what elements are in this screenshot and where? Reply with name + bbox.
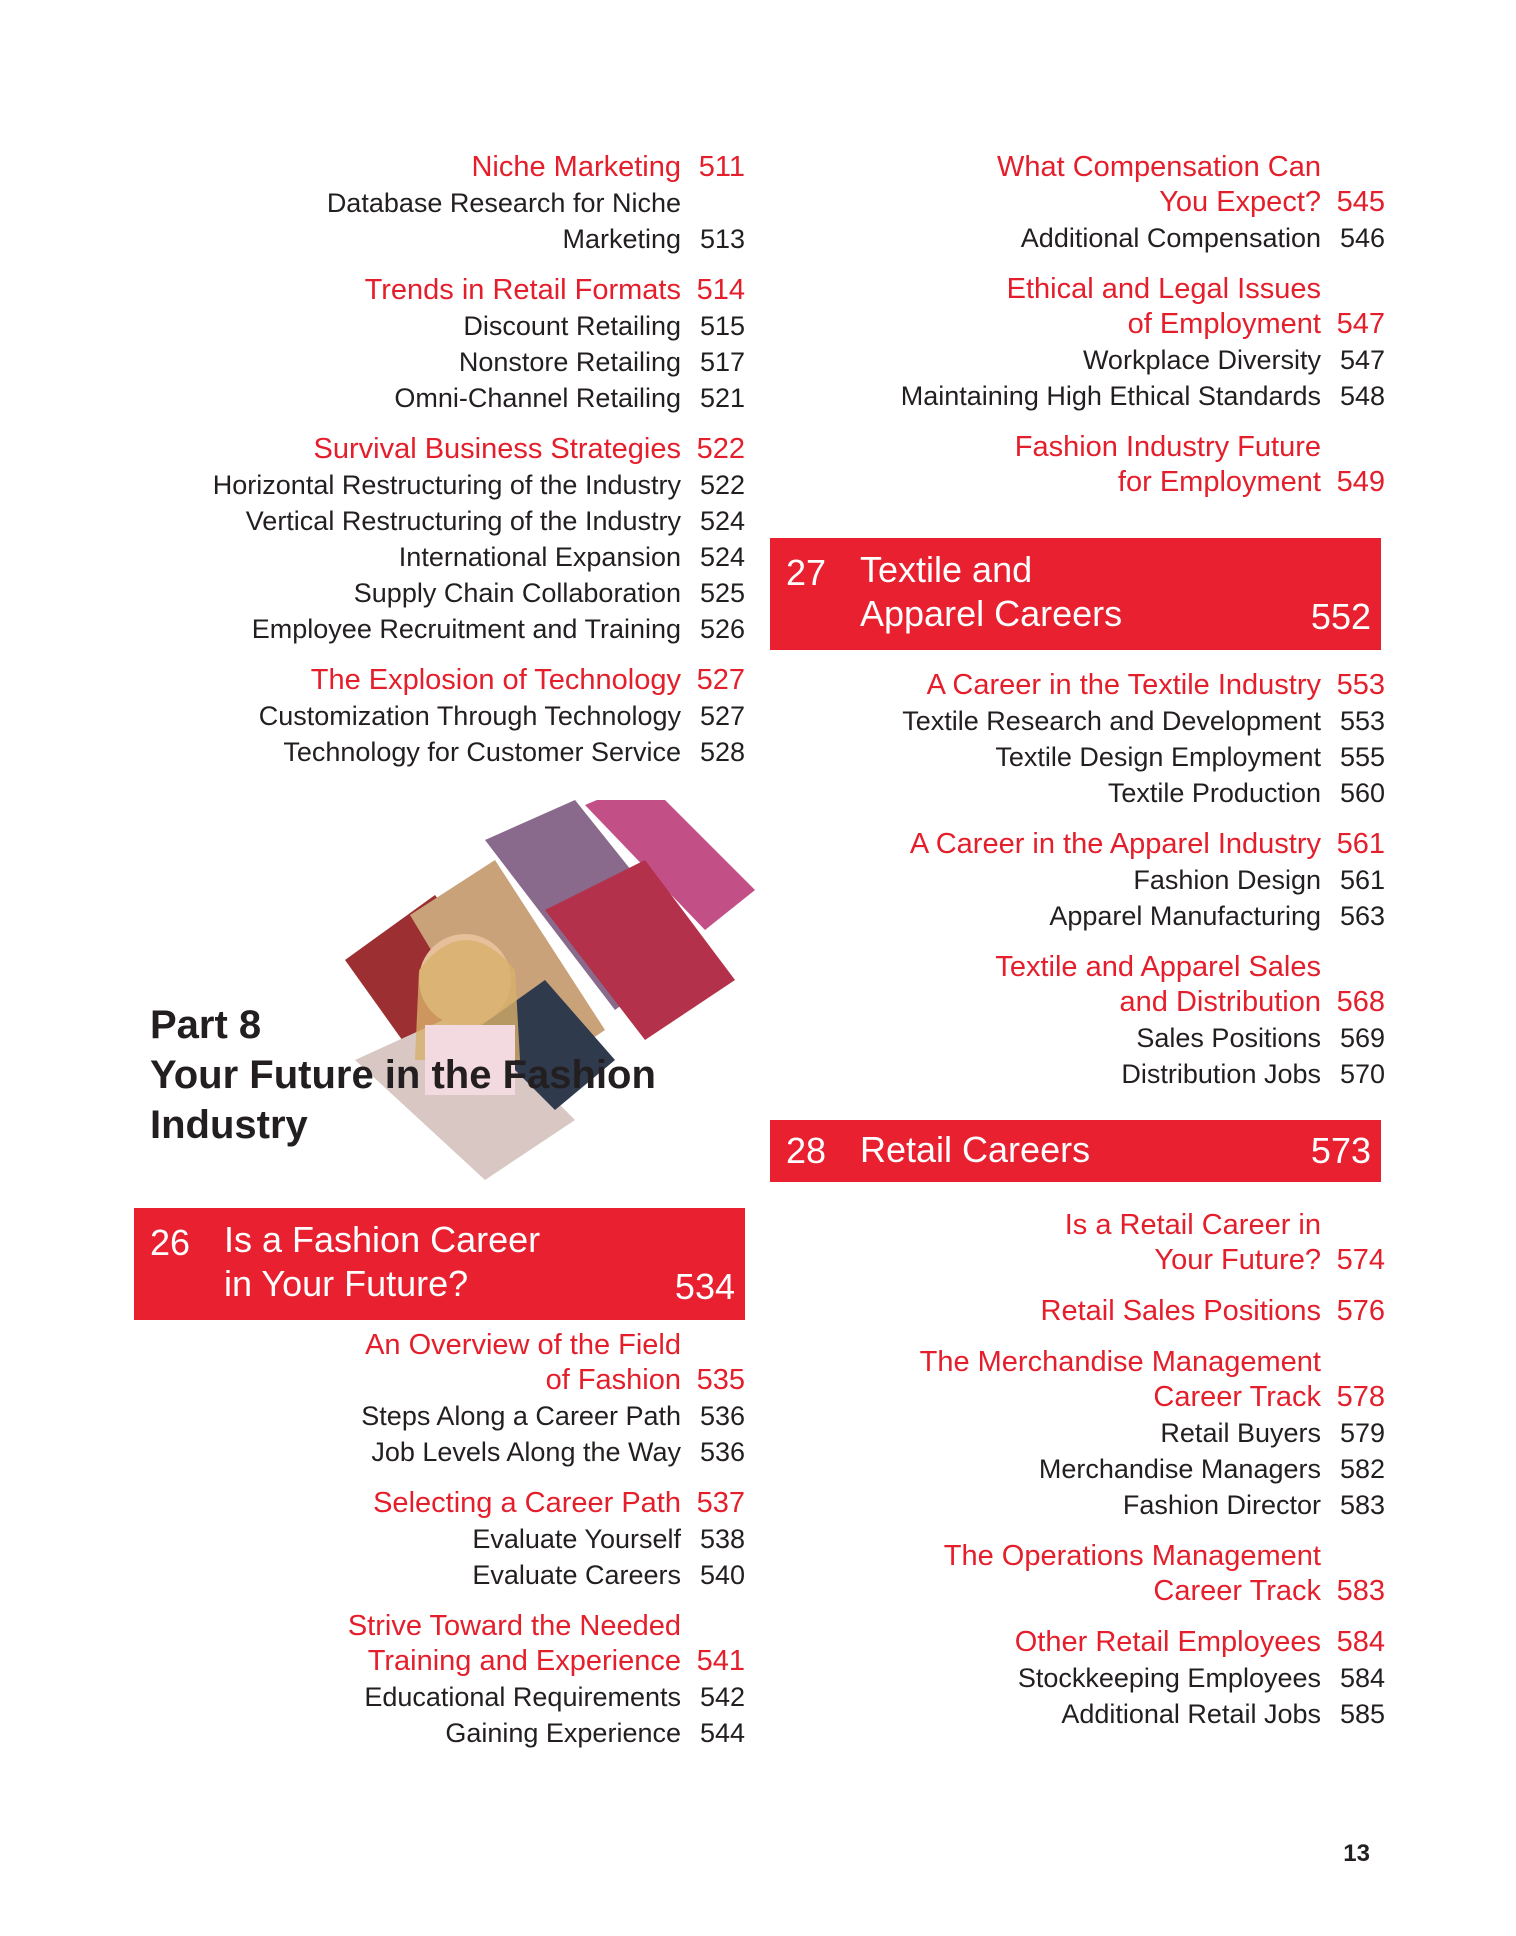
toc-entry-page: 547 (1339, 345, 1385, 375)
toc-subentry (140, 503, 745, 539)
toc-subentry (140, 611, 745, 647)
toc-subentry (780, 342, 1385, 378)
toc-entry-page: 521 (699, 383, 745, 413)
toc-left-bottom (140, 1328, 745, 1751)
toc-entry-title: Textile Production (1107, 778, 1321, 808)
toc-subentry (780, 898, 1385, 934)
toc-entry-page: 526 (699, 614, 745, 644)
toc-subentry (780, 220, 1385, 256)
toc-section-heading (140, 1486, 745, 1521)
toc-entry-title: Supply Chain Collaboration (353, 578, 681, 608)
toc-entry-title: Evaluate Careers (472, 1560, 681, 1590)
toc-entry-title: Omni-Channel Retailing (394, 383, 681, 413)
toc-entry-title: Selecting a Career Path (373, 1487, 681, 1519)
toc-entry-page: 528 (699, 737, 745, 767)
toc-entry-page: 547 (1336, 308, 1385, 340)
part-heading (150, 1000, 770, 1150)
toc-subentry (780, 739, 1385, 775)
toc-entry-title: Technology for Customer Service (283, 737, 681, 767)
toc-entry-title: Trends in Retail Formats (364, 274, 681, 306)
toc-entry-page: 582 (1339, 1454, 1385, 1484)
toc-section-heading (780, 1539, 1385, 1574)
toc-entry-title: Textile Design Employment (995, 742, 1321, 772)
chapter-title-line1: Textile and (860, 549, 1033, 590)
chapter-26-band (134, 1208, 745, 1320)
toc-subentry (140, 1521, 745, 1557)
toc-subentry (140, 380, 745, 416)
toc-entry-title: Career Track (1153, 1575, 1321, 1607)
toc-section-heading (140, 663, 745, 698)
toc-entry-title: Training and Experience (367, 1645, 681, 1677)
toc-entry-page: 553 (1336, 669, 1385, 701)
toc-entry-title: Fashion Industry Future (1014, 431, 1321, 463)
toc-section-heading (780, 1574, 1385, 1609)
toc-section-heading (780, 827, 1385, 862)
toc-entry-title: Fashion Design (1133, 865, 1321, 895)
toc-section-heading (780, 465, 1385, 500)
toc-section-heading (780, 430, 1385, 465)
toc-entry-title: and Distribution (1119, 986, 1321, 1018)
toc-subentry (780, 1660, 1385, 1696)
toc-subentry (140, 1434, 745, 1470)
toc-entry-title: Your Future? (1154, 1244, 1321, 1276)
toc-entry-title: Discount Retailing (463, 311, 681, 341)
toc-section-heading (780, 1294, 1385, 1329)
toc-entry-title: Horizontal Restructuring of the Industry (212, 470, 681, 500)
toc-subentry (140, 1715, 745, 1751)
chapter-number: 26 (150, 1222, 191, 1263)
toc-entry-title: Marketing (562, 224, 681, 254)
toc-entry-title: International Expansion (398, 542, 681, 572)
toc-right-bottom (780, 1208, 1385, 1732)
toc-entry-page: 517 (699, 347, 745, 377)
toc-subentry (780, 378, 1385, 414)
toc-entry-page: 560 (1339, 778, 1385, 808)
toc-entry-title: A Career in the Apparel Industry (909, 828, 1321, 860)
toc-entry-page: 545 (1336, 186, 1385, 218)
toc-entry-page: 536 (699, 1401, 745, 1431)
toc-subentry (780, 775, 1385, 811)
toc-entry-page: 584 (1336, 1626, 1385, 1658)
toc-entry-title: Retail Sales Positions (1040, 1295, 1321, 1327)
toc-section-heading (140, 1644, 745, 1679)
toc-subentry (140, 698, 745, 734)
toc-entry-page: 561 (1339, 865, 1385, 895)
toc-entry-page: 584 (1339, 1663, 1385, 1693)
toc-subentry (780, 1451, 1385, 1487)
toc-entry-title: Nonstore Retailing (458, 347, 681, 377)
toc-entry-page: 515 (699, 311, 745, 341)
toc-subentry (140, 734, 745, 770)
toc-entry-title: Retail Buyers (1160, 1418, 1321, 1448)
toc-section-heading (780, 668, 1385, 703)
toc-entry-page: 541 (696, 1645, 745, 1677)
toc-entry-title: The Operations Management (943, 1540, 1321, 1572)
toc-entry-title: Gaining Experience (445, 1718, 681, 1748)
toc-left-top (140, 150, 745, 770)
toc-entry-page: 524 (699, 542, 745, 572)
toc-subentry (780, 1487, 1385, 1523)
toc-entry-page: 579 (1339, 1418, 1385, 1448)
toc-entry-page: 525 (699, 578, 745, 608)
toc-entry-page: 514 (696, 274, 745, 306)
toc-entry-title: An Overview of the Field (365, 1329, 681, 1361)
toc-right-top (780, 150, 1385, 500)
part-title-line2: Industry (150, 1103, 308, 1147)
toc-entry-page: 574 (1336, 1244, 1385, 1276)
toc-entry-page: 537 (696, 1487, 745, 1519)
toc-entry-title: Workplace Diversity (1082, 345, 1321, 375)
toc-section-heading (780, 307, 1385, 342)
toc-subentry (140, 344, 745, 380)
toc-entry-title: Textile Research and Development (902, 706, 1321, 736)
toc-entry-page: 553 (1339, 706, 1385, 736)
toc-section-heading (780, 950, 1385, 985)
toc-section-heading (140, 150, 745, 185)
toc-entry-title: Vertical Restructuring of the Industry (245, 506, 681, 536)
toc-entry-page: 513 (699, 224, 745, 254)
toc-entry-title: Sales Positions (1136, 1023, 1321, 1053)
toc-section-heading (780, 1380, 1385, 1415)
toc-entry-page: 583 (1336, 1575, 1385, 1607)
toc-entry-page: 555 (1339, 742, 1385, 772)
toc-entry-title: of Fashion (545, 1364, 681, 1396)
toc-section-heading (780, 1208, 1385, 1243)
toc-section-heading (780, 1625, 1385, 1660)
toc-entry-page: 544 (699, 1718, 745, 1748)
toc-entry-title: Evaluate Yourself (472, 1524, 681, 1554)
toc-entry-title: Additional Compensation (1020, 223, 1321, 253)
toc-subentry (140, 1398, 745, 1434)
chapter-27-band (770, 538, 1381, 650)
chapter-page: 552 (1310, 596, 1371, 637)
chapter-title-line2: Apparel Careers (860, 593, 1123, 634)
toc-entry-title: Employee Recruitment and Training (251, 614, 681, 644)
toc-subentry (140, 575, 745, 611)
toc-entry-title: Database Research for Niche (326, 188, 681, 218)
toc-entry-title: Fashion Director (1122, 1490, 1321, 1520)
toc-entry-title: Customization Through Technology (258, 701, 681, 731)
toc-entry-page: 578 (1336, 1381, 1385, 1413)
toc-entry-title: Textile and Apparel Sales (995, 951, 1321, 983)
toc-subentry (780, 1056, 1385, 1092)
toc-entry-title: Maintaining High Ethical Standards (900, 381, 1321, 411)
toc-subentry (780, 1415, 1385, 1451)
toc-entry-title: Other Retail Employees (1014, 1626, 1321, 1658)
toc-entry-page: 538 (699, 1524, 745, 1554)
toc-right-middle (780, 668, 1385, 1092)
toc-entry-title: Ethical and Legal Issues (1006, 273, 1321, 305)
toc-entry-page: 527 (699, 701, 745, 731)
toc-entry-page: 522 (699, 470, 745, 500)
chapter-page: 573 (1310, 1130, 1371, 1171)
toc-subentry (140, 221, 745, 257)
toc-entry-page: 546 (1339, 223, 1385, 253)
chapter-28-band (770, 1120, 1381, 1182)
chapter-number: 27 (786, 552, 827, 593)
toc-entry-title: Is a Retail Career in (1064, 1209, 1321, 1241)
toc-section-heading (780, 185, 1385, 220)
toc-entry-title: You Expect? (1159, 186, 1321, 218)
toc-entry-page: 583 (1339, 1490, 1385, 1520)
toc-subentry (780, 703, 1385, 739)
toc-subentry (140, 1557, 745, 1593)
toc-entry-page: 536 (699, 1437, 745, 1467)
toc-entry-page: 524 (699, 506, 745, 536)
toc-entry-title: The Merchandise Management (919, 1346, 1321, 1378)
toc-entry-title: A Career in the Textile Industry (926, 669, 1321, 701)
toc-entry-page: 570 (1339, 1059, 1385, 1089)
toc-entry-title: Apparel Manufacturing (1049, 901, 1321, 931)
toc-entry-page: 585 (1339, 1699, 1385, 1729)
toc-section-heading (780, 1243, 1385, 1278)
page-number: 13 (1343, 1840, 1370, 1867)
toc-entry-title: Job Levels Along the Way (371, 1437, 681, 1467)
toc-entry-title: Additional Retail Jobs (1061, 1699, 1321, 1729)
toc-entry-title: Steps Along a Career Path (361, 1401, 681, 1431)
toc-entry-title: Strive Toward the Needed (347, 1610, 681, 1642)
toc-subentry (140, 308, 745, 344)
part-title-line1: Your Future in the Fashion (150, 1053, 656, 1097)
toc-entry-page: 568 (1336, 986, 1385, 1018)
toc-entry-title: of Employment (1127, 308, 1321, 340)
toc-entry-page: 511 (698, 151, 745, 183)
toc-entry-title: Merchandise Managers (1038, 1454, 1321, 1484)
toc-entry-page: 549 (1336, 466, 1385, 498)
toc-section-heading (140, 1328, 745, 1363)
toc-section-heading (140, 1363, 745, 1398)
toc-entry-title: Distribution Jobs (1121, 1059, 1321, 1089)
toc-subentry (780, 862, 1385, 898)
toc-section-heading (780, 1345, 1385, 1380)
toc-entry-page: 561 (1336, 828, 1385, 860)
toc-entry-page: 540 (699, 1560, 745, 1590)
toc-entry-page: 576 (1336, 1295, 1385, 1327)
toc-entry-title: What Compensation Can (997, 151, 1321, 183)
toc-subentry (140, 185, 745, 221)
toc-entry-title: The Explosion of Technology (310, 664, 681, 696)
part-label: Part 8 (150, 1003, 262, 1047)
toc-section-heading (140, 273, 745, 308)
toc-entry-page: 527 (696, 664, 745, 696)
toc-entry-page: 542 (699, 1682, 745, 1712)
toc-entry-page: 548 (1339, 381, 1385, 411)
toc-entry-title: Educational Requirements (364, 1682, 681, 1712)
toc-subentry (140, 1679, 745, 1715)
toc-section-heading (780, 985, 1385, 1020)
toc-section-heading (140, 1609, 745, 1644)
toc-entry-page: 535 (696, 1364, 745, 1396)
toc-entry-title: Survival Business Strategies (313, 433, 681, 465)
toc-entry-title: Stockkeeping Employees (1017, 1663, 1321, 1693)
toc-entry-title: Career Track (1153, 1381, 1321, 1413)
chapter-number: 28 (786, 1130, 827, 1171)
chapter-title-line1: Is a Fashion Career (224, 1219, 541, 1260)
toc-entry-title: for Employment (1117, 466, 1321, 498)
toc-section-heading (780, 272, 1385, 307)
toc-entry-page: 563 (1339, 901, 1385, 931)
toc-entry-title: Niche Marketing (471, 151, 681, 183)
chapter-title-line2: in Your Future? (224, 1263, 469, 1304)
chapter-page: 534 (674, 1266, 735, 1307)
chapter-title: Retail Careers (860, 1129, 1091, 1170)
toc-subentry (780, 1020, 1385, 1056)
toc-section-heading (780, 150, 1385, 185)
toc-entry-page: 569 (1339, 1023, 1385, 1053)
toc-section-heading (140, 432, 745, 467)
toc-entry-page: 522 (696, 433, 745, 465)
toc-subentry (140, 539, 745, 575)
toc-subentry (780, 1696, 1385, 1732)
toc-subentry (140, 467, 745, 503)
